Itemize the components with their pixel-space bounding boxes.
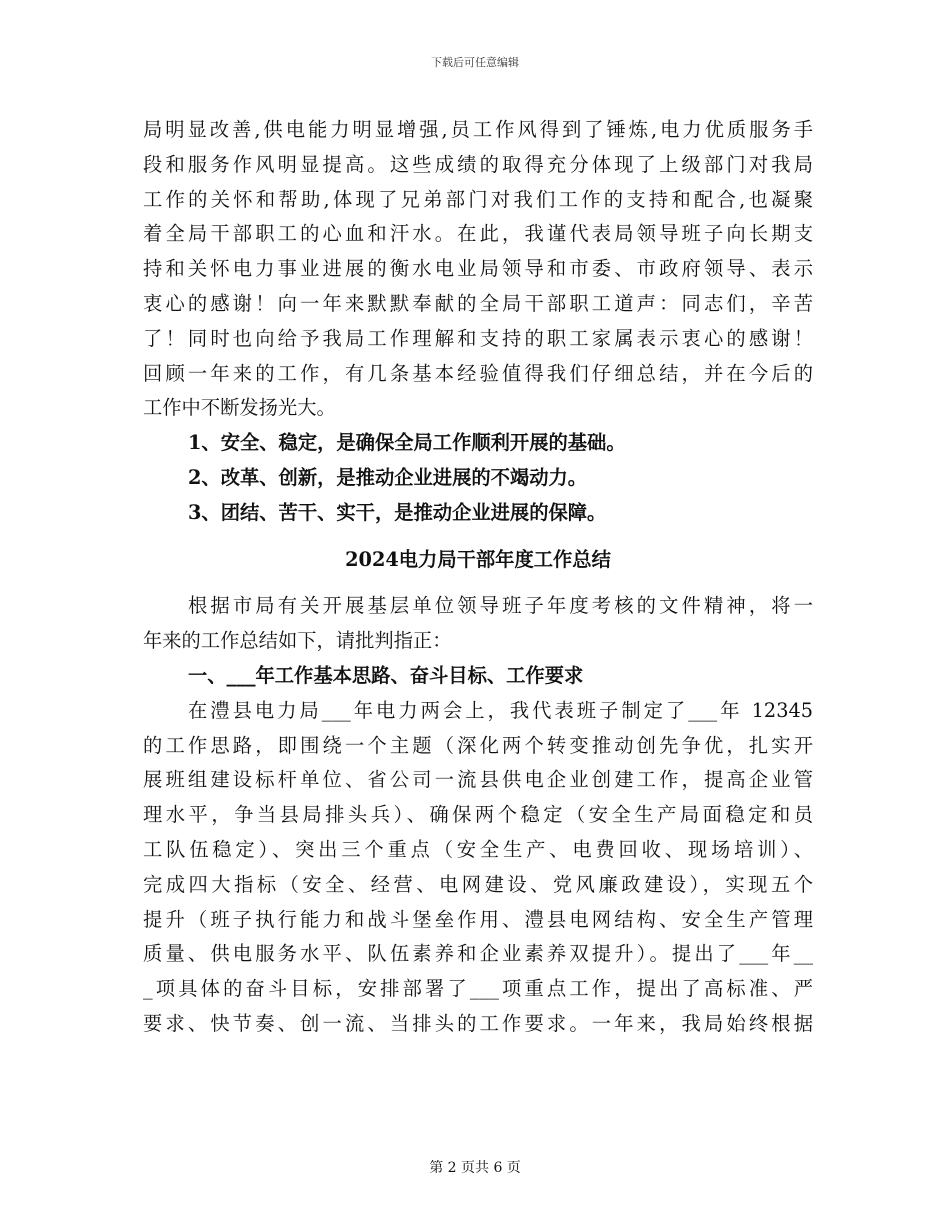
text-line: 了！同时也向给予我局工作理解和支持的职工家属表示衷心的感谢！ [143, 326, 813, 350]
text-line: 理水平，争当县局排头兵）、确保两个稳定（安全生产局面稳定和员 [143, 803, 813, 827]
text-line: 年来的工作总结如下，请批判指正： [143, 629, 452, 653]
text-line: 展班组建设标杆单位、省公司一流县供电企业创建工作，提高企业管 [143, 768, 813, 792]
experience-point: 3、团结、苦干、实干，是推动企业进展的保障。 [188, 500, 607, 524]
text-line: 衷心的感谢！向一年来默默奉献的全局干部职工道声：同志们，辛苦 [143, 291, 813, 315]
text-line: 提升（班子执行能力和战斗堡垒作用、澧县电网结构、安全生产管理 [143, 907, 813, 931]
text-line: 质量、供电服务水平、队伍素养和企业素养双提升）。提出了___年__ [143, 942, 813, 966]
text-line: 要求、快节奏、创一流、当排头的工作要求。一年来，我局始终根据 [143, 1011, 813, 1035]
text-line: 段和服务作风明显提高。这些成绩的取得充分体现了上级部门对我局 [143, 152, 813, 176]
heading-one: 一、___年工作基本思路、奋斗目标、工作要求 [188, 663, 584, 687]
paragraph-intro [143, 589, 813, 659]
text-line: 工作的关怀和帮助,体现了兄弟部门对我们工作的支持和配合,也凝聚 [143, 187, 813, 211]
text-line: 完成四大指标（安全、经营、电网建设、党风廉政建设），实现五个 [143, 872, 813, 896]
paragraph-work-ideas [143, 694, 813, 1042]
text-line: _项具体的奋斗目标，安排部署了___项重点工作，提出了高标准、严 [143, 977, 813, 1001]
text-line: 在澧县电力局___年电力两会上，我代表班子制定了___年 12345 [188, 698, 813, 722]
text-line: 局明显改善,供电能力明显增强,员工作风得到了锤炼,电力优质服务手 [143, 118, 813, 141]
paragraph-achievements [143, 113, 813, 426]
page-footer: 第 2 页共 6 页 [429, 1160, 521, 1176]
experience-list [143, 426, 813, 530]
text-line: 工队伍稳定）、突出三个重点（安全生产、电费回收、现场培训）、 [143, 837, 813, 861]
text-line: 的工作思路，即围绕一个主题（深化两个转变推动创先争优，扎实开 [143, 733, 813, 757]
section-title: 2024电力局干部年度工作总结 [345, 547, 611, 571]
text-line: 持和关怀电力事业进展的衡水电业局领导和市委、市政府领导、表示 [143, 257, 813, 281]
text-line: 工作中不断发扬光大。 [143, 396, 336, 420]
document-body [143, 113, 813, 1042]
text-line: 根据市局有关开展基层单位领导班子年度考核的文件精神，将一 [188, 594, 813, 618]
text-line: 着全局干部职工的心血和汗水。在此，我谨代表局领导班子向长期支 [143, 222, 813, 246]
experience-point: 2、改革、创新，是推动企业进展的不竭动力。 [188, 465, 588, 489]
text-line: 回顾一年来的工作，有几条基本经验值得我们仔细总结，并在今后的 [143, 361, 813, 385]
page-header: 下载后可任意编辑 [431, 56, 519, 69]
experience-point: 1、安全、稳定，是确保全局工作顺利开展的基础。 [188, 431, 626, 455]
